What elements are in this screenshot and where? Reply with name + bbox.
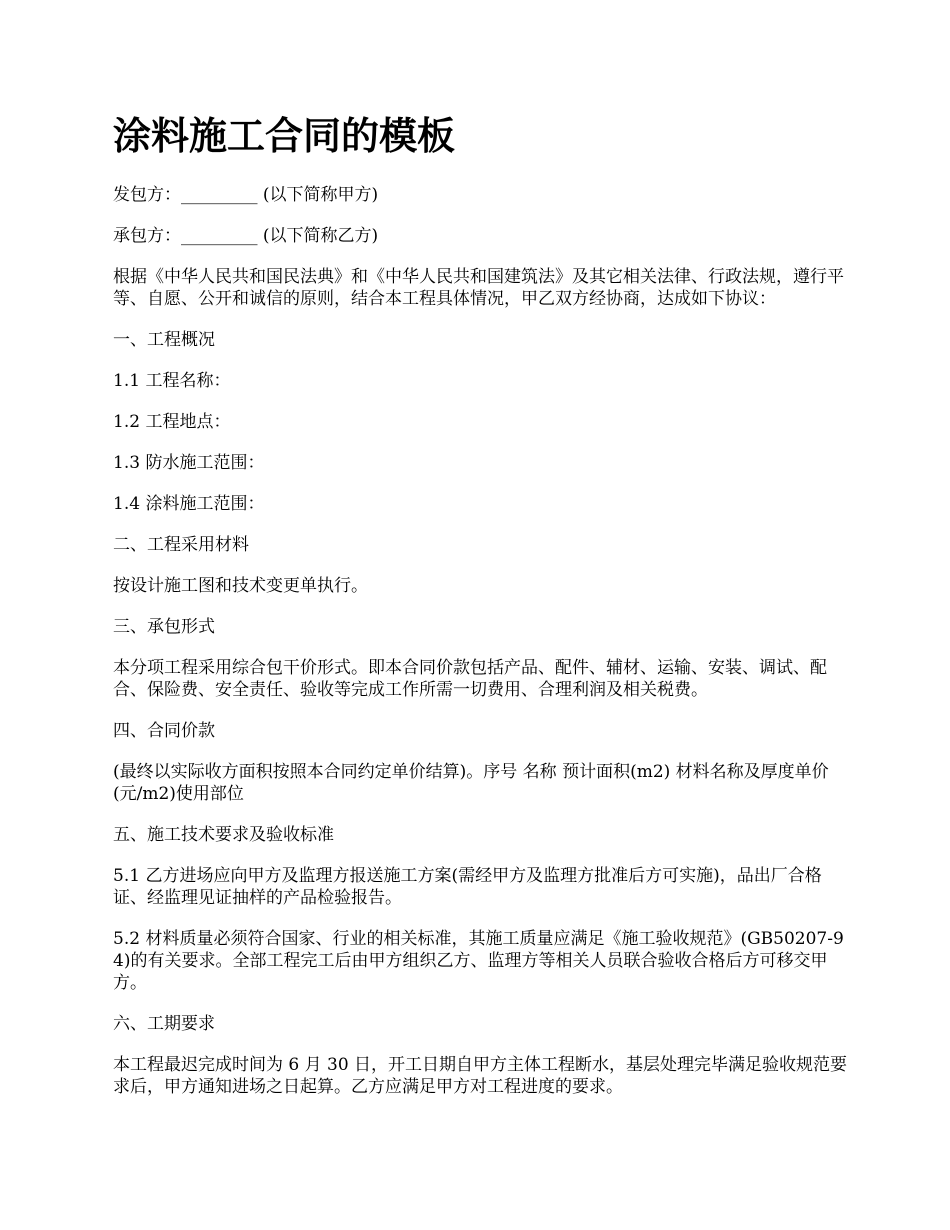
section-4-body: (最终以实际收方面积按照本合同约定单价结算)。序号 名称 预计面积(m2) 材料名称及厚度单价(元/m2)使用部位: [113, 762, 829, 804]
section-heading-3: 三、承包形式: [113, 617, 215, 637]
clause-1-2: 1.2 工程地点：: [113, 412, 231, 432]
section-3-body: 本分项工程采用综合包干价形式。即本合同价款包括产品、配件、辅材、运输、安装、调试、配合、保险费、安全责任、验收等完成工作所需一切费用、合理利润及相关税费。: [113, 658, 827, 700]
party-a-line: 发包方：_________ (以下简称甲方): [113, 185, 379, 205]
preamble-paragraph: 根据《中华人民共和国民法典》和《中华人民共和国建筑法》及其它相关法律、行政法规，遵行平等、自愿、公开和诚信的原则，结合本工程具体情况，甲乙双方经协商，达成如下协议：: [113, 267, 844, 309]
clause-1-3: 1.3 防水施工范围：: [113, 453, 265, 473]
section-2-body: 按设计施工图和技术变更单执行。: [113, 576, 368, 596]
section-heading-2: 二、工程采用材料: [113, 535, 249, 555]
section-heading-6: 六、工期要求: [113, 1014, 215, 1034]
section-6-body: 本工程最迟完成时间为 6 月 30 日，开工日期自甲方主体工程断水，基层处理完毕满足验收规范要求后，甲方通知进场之日起算。乙方应满足甲方对工程进度的要求。: [113, 1055, 848, 1097]
document-page: [113, 110, 853, 1117]
section-heading-4: 四、合同价款: [113, 721, 215, 741]
section-heading-5: 五、施工技术要求及验收标准: [113, 825, 334, 845]
document-title: 涂料施工合同的模板: [113, 114, 456, 158]
clause-5-2: 5.2 材料质量必须符合国家、行业的相关标准，其施工质量应满足《施工验收规范》(GB50207-94)的有关要求。全部工程完工后由甲方组织乙方、监理方等相关人员联合验收合格后方可移交甲方。: [113, 929, 844, 993]
party-b-line: 承包方：_________ (以下简称乙方): [113, 226, 379, 246]
clause-1-1: 1.1 工程名称：: [113, 371, 231, 391]
clause-1-4: 1.4 涂料施工范围：: [113, 494, 265, 514]
section-heading-1: 一、工程概况: [113, 330, 215, 350]
clause-5-1: 5.1 乙方进场应向甲方及监理方报送施工方案(需经甲方及监理方批准后方可实施)，品出厂合格证、经监理见证抽样的产品检验报告。: [113, 866, 822, 908]
